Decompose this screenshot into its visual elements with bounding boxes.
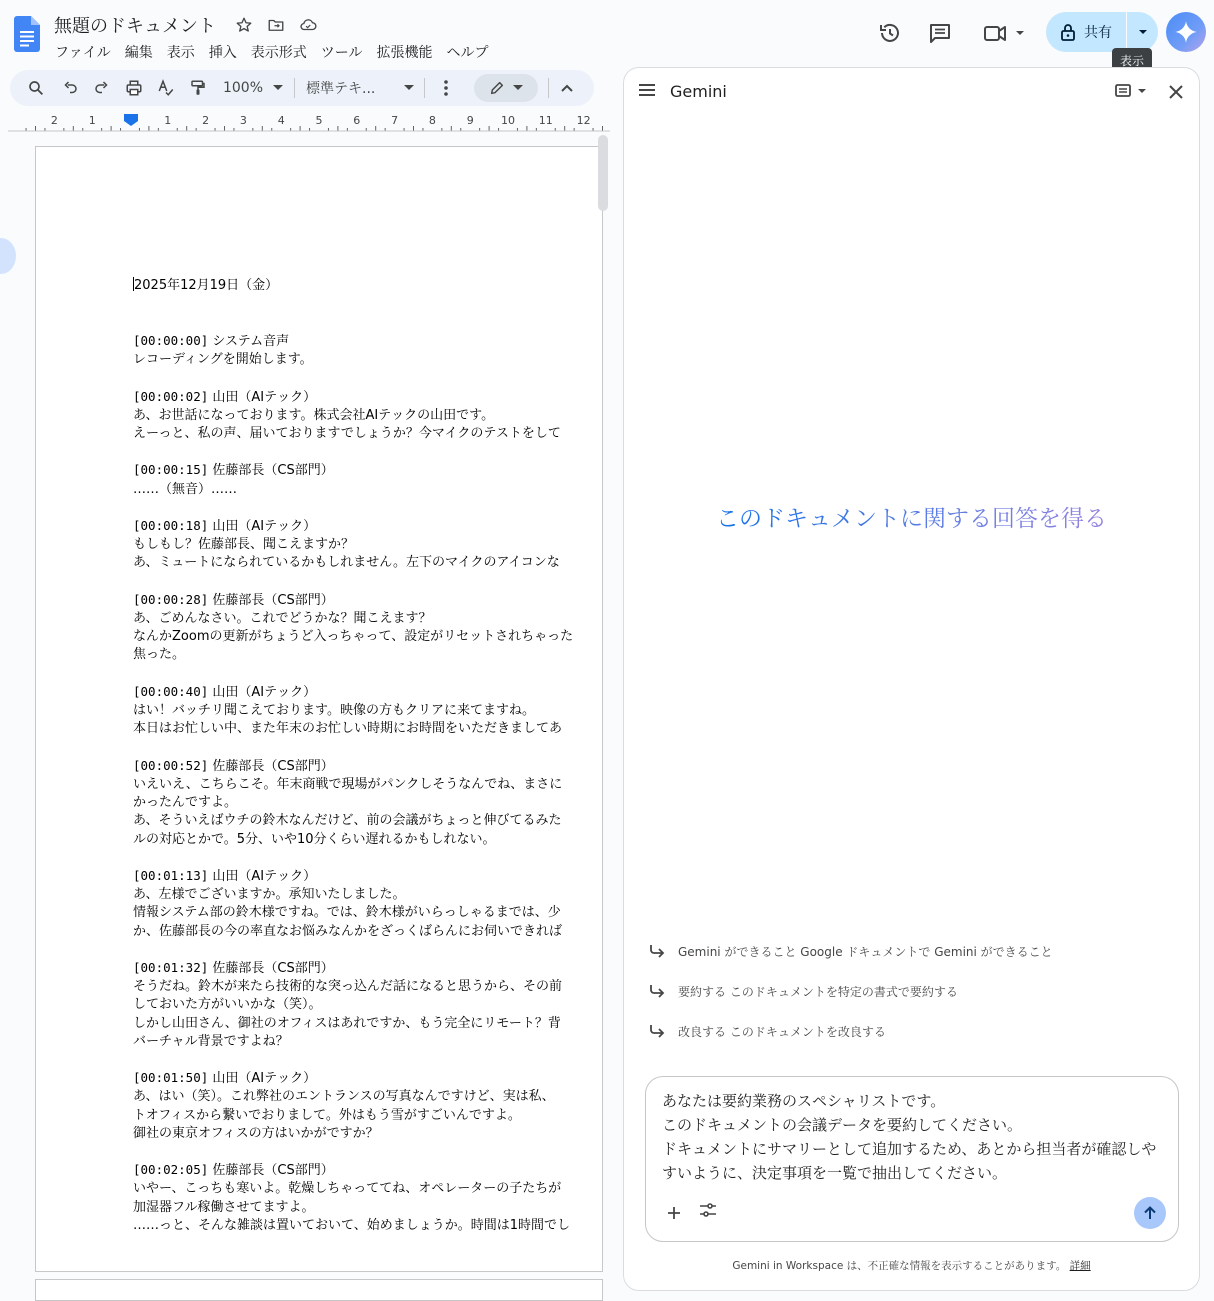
panel-view-menu[interactable] (1114, 82, 1150, 102)
timestamp: [00:00:52] (133, 757, 209, 773)
close-icon[interactable] (1164, 80, 1188, 104)
utterance-line: いえいえ、こちらこそ。年末商戦で現場がパンクしそうなんでね、まさに (133, 776, 563, 792)
blank-line (133, 499, 603, 517)
utterance-line: 焦った。 (133, 647, 186, 663)
ruler-label: 1 (164, 114, 172, 127)
star-icon[interactable] (233, 14, 255, 36)
utterance-line: あ、左様でございますか。承知いたしました。 (133, 887, 406, 903)
speaker-name: 佐藤部長（CS部門） (212, 1163, 334, 1179)
ruler[interactable] (8, 112, 610, 132)
reply-arrow-icon (648, 983, 666, 999)
utterance-line: もしもし？佐藤部長、聞こえますか？ (133, 537, 355, 553)
speaker-line (133, 683, 603, 702)
history-icon[interactable] (874, 18, 906, 48)
utterance-line: あ、ミュートになられているかもしれません。左下のマイクのアイコンな (133, 555, 560, 571)
timestamp: [00:00:40] (133, 683, 209, 699)
menu-format[interactable]: 表示形式 (250, 45, 307, 61)
plus-icon[interactable] (662, 1201, 686, 1225)
ruler-label: 10 (501, 114, 515, 127)
utterance-line: かったんですよ。 (133, 795, 238, 811)
search-icon[interactable] (24, 70, 48, 106)
next-page (35, 1279, 603, 1301)
speaker-line (133, 757, 603, 776)
reply-arrow-icon (648, 1023, 666, 1039)
gemini-button[interactable] (1166, 12, 1206, 52)
gemini-spark-icon (1173, 19, 1199, 45)
reply-arrow-icon (648, 943, 666, 959)
panel-title: Gemini (670, 82, 727, 101)
indent-marker[interactable] (124, 116, 138, 126)
blank-line (133, 738, 603, 756)
blank-line (133, 849, 603, 867)
utterance-line: あ、お世話になっております。株式会社AIテックの山田です。 (133, 407, 495, 423)
utterance-line: あ、そういえばウチの鈴木なんだけど、前の会議がちょっと伸びてるみた (133, 813, 562, 829)
spellcheck-icon[interactable] (154, 70, 178, 106)
tooltip: 表示 (1112, 48, 1152, 72)
blank-line (133, 443, 603, 461)
timestamp: [00:00:02] (133, 388, 209, 404)
zoom-value: 100% (222, 80, 264, 96)
utterance-line: トオフィスから繋いでおりまして。外はもう雪がすごいんですよ。 (133, 1107, 521, 1123)
menu-tools[interactable]: ツール (320, 45, 363, 61)
lock-icon (1060, 23, 1076, 41)
send-button[interactable] (1134, 1197, 1166, 1229)
ruler-label: 2 (202, 114, 210, 127)
speaker-line (133, 332, 603, 351)
timestamp: [00:00:15] (133, 462, 209, 478)
ruler-label: 4 (277, 114, 285, 127)
ruler-label: 11 (538, 114, 553, 127)
utterance-line: 加湿器フル稼働させてますよ。 (133, 1199, 315, 1215)
blank-line (133, 1143, 603, 1161)
learn-more-link[interactable]: 詳細 (1069, 1260, 1091, 1272)
blank-line (133, 665, 603, 683)
timestamp: [00:01:32] (133, 959, 209, 975)
suggestion-improve[interactable]: 改良する このドキュメントを改良する (648, 1020, 886, 1042)
date-line: 2025年12月19日（金） (134, 278, 279, 294)
blank-line (133, 573, 603, 591)
share-main[interactable] (1046, 12, 1126, 52)
disclaimer: Gemini in Workspace は、不正確な情報を表示することがあります。 詳細 (732, 1260, 1091, 1272)
blank-line (133, 1051, 603, 1069)
utterance-line: あ、はい（笑）。これ弊社のエントランスの写真なんですけど、実は私、 (133, 1089, 555, 1105)
menu-view[interactable]: 表示 (166, 45, 195, 61)
speaker-line (133, 591, 603, 610)
redo-icon[interactable] (90, 70, 114, 106)
utterance-line: レコーディングを開始します。 (133, 352, 313, 368)
blank-line (133, 941, 603, 959)
outline-tab[interactable] (0, 238, 16, 274)
meet-icon[interactable] (980, 18, 1028, 48)
paint-format-icon[interactable] (186, 70, 210, 106)
chevron-down-icon (513, 85, 523, 91)
speaker-line (133, 461, 603, 480)
speaker-name: 佐藤部長（CS部門） (212, 960, 334, 976)
suggestion-capabilities[interactable]: Gemini ができること Google ドキュメントで Gemini ができること (648, 940, 1053, 962)
speaker-line (133, 867, 603, 886)
document-title[interactable]: 無題のドキュメント (54, 16, 216, 37)
document-body[interactable] (133, 241, 603, 1271)
menu-edit[interactable]: 編集 (124, 45, 153, 61)
edit-mode-button[interactable] (474, 74, 538, 102)
print-icon[interactable] (122, 70, 146, 106)
ruler-label: 1 (88, 114, 96, 127)
menu-help[interactable]: ヘルプ (446, 45, 489, 61)
ruler-label: 2 (50, 114, 58, 127)
gemini-hero-text: このドキュメントに関する回答を得る (624, 500, 1199, 533)
speaker-line (133, 517, 603, 536)
utterance-line: 御社の東京オフィスの方はいかがですか？ (133, 1125, 379, 1141)
send-icon (1142, 1205, 1158, 1221)
utterance-line: ルの対応とかで。5分、いや10分くらい遅れるかもしれない。 (133, 831, 496, 847)
speaker-name: 山田（AIテック） (212, 519, 317, 535)
ruler-label: 8 (428, 114, 436, 127)
speaker-name: 佐藤部長（CS部門） (212, 592, 334, 608)
chevron-down-icon (1137, 28, 1149, 36)
speaker-name: 山田（AIテック） (212, 868, 317, 884)
utterance-line: か、佐藤部長の今の率直なお悩みなんかをざっくばらんにお伺いできれば (133, 923, 563, 939)
share-button[interactable] (1046, 12, 1158, 52)
share-dropdown-button[interactable] (1127, 12, 1158, 52)
timestamp: [00:01:13] (133, 867, 209, 883)
timestamp: [00:01:50] (133, 1070, 209, 1086)
utterance-line: いやー、こっちも寒いよ。乾燥しちゃっててね、オペレーターの子たちが (133, 1181, 562, 1197)
prompt-text[interactable]: あなたは要約業務のスペシャリストです。 このドキュメントの会議データを要約してください。 ドキュメントにサマリーとして追加するため、あとから担当者が確認しやすいように、決定事項を一覧で抽出してください。 (662, 1092, 1157, 1182)
chevron-down-icon (404, 85, 414, 91)
utterance-line: バーチャル背景ですよね？ (133, 1033, 289, 1049)
edit-mode-icon (489, 80, 505, 96)
speaker-line (133, 1069, 603, 1088)
speaker-name: 山田（AIテック） (212, 389, 317, 405)
speaker-name: 山田（AIテック） (212, 684, 317, 700)
utterance-line: あ、ごめんなさい。これでどうかな？聞こえます？ (133, 611, 432, 627)
share-label: 共有 (1084, 25, 1112, 41)
more-icon[interactable] (436, 70, 456, 106)
view-icon (1114, 82, 1150, 100)
speaker-line (133, 388, 603, 407)
style-value: 標準テキ... (306, 81, 376, 97)
docs-logo-icon[interactable] (14, 16, 40, 52)
timestamp: [00:00:00] (133, 333, 209, 349)
undo-icon[interactable] (58, 70, 82, 106)
speaker-name: システム音声 (212, 334, 290, 350)
menu-extensions[interactable]: 拡張機能 (376, 45, 433, 61)
chevron-down-icon (273, 85, 283, 91)
menu-bar (48, 40, 495, 64)
utterance-line: しておいた方がいいかな（笑）。 (133, 997, 322, 1013)
speaker-name: 佐藤部長（CS部門） (212, 463, 334, 479)
timestamp: [00:00:18] (133, 518, 209, 534)
ruler-label: 6 (353, 114, 361, 127)
ruler-label: 9 (466, 114, 474, 127)
hamburger-icon[interactable] (638, 82, 660, 102)
zoom-select[interactable] (220, 70, 286, 106)
collapse-icon[interactable] (558, 70, 576, 106)
suggestion-summarize[interactable]: 要約する このドキュメントを特定の書式で要約する (648, 980, 958, 1002)
move-folder-icon[interactable] (265, 14, 287, 36)
utterance-line: ……っと、そんな雑談は置いておいて、始めましょうか。時間は1時間でし (133, 1217, 571, 1233)
comment-icon[interactable] (924, 18, 956, 48)
style-select[interactable] (306, 70, 414, 106)
utterance-line: えーっと、私の声、届いておりますでしょうか？今マイクのテストをして (133, 426, 561, 442)
menu-insert[interactable]: 挿入 (208, 45, 237, 61)
blank-line (133, 369, 603, 387)
ruler-label: 12 (576, 114, 591, 127)
speaker-name: 佐藤部長（CS部門） (212, 758, 334, 774)
gemini-panel (623, 67, 1200, 1291)
utterance-line: ……（無音）…… (133, 481, 238, 497)
ruler-label: 3 (239, 114, 247, 127)
cloud-status-icon[interactable] (297, 14, 319, 36)
utterance-line: なんかZoomの更新がちょうど入っちゃって、設定がリセットされちゃった (133, 629, 574, 645)
ruler-label: 7 (391, 114, 399, 127)
prompt-input[interactable] (645, 1076, 1179, 1242)
document-page[interactable] (35, 146, 603, 1272)
scrollbar[interactable] (598, 135, 608, 211)
tune-icon[interactable] (698, 1201, 722, 1225)
speaker-name: 山田（AIテック） (212, 1071, 317, 1087)
timestamp: [00:02:05] (133, 1162, 209, 1178)
utterance-line: はい！バッチリ聞こえております。映像の方もクリアに来てますね。 (133, 703, 535, 719)
speaker-line (133, 1161, 603, 1180)
utterance-line: 情報システム部の鈴木様ですね。では、鈴木様がいらっしゃるまでは、少 (133, 905, 561, 921)
utterance-line: そうだね。鈴木が来たら技術的な突っ込んだ話になると思うから、その前 (133, 979, 563, 995)
timestamp: [00:00:28] (133, 591, 209, 607)
speaker-line (133, 959, 603, 978)
toolbar (10, 70, 594, 106)
utterance-line: しかし山田さん、御社のオフィスはあれですか、もう完全にリモート？背 (133, 1015, 561, 1031)
ruler-label: 5 (315, 114, 323, 127)
utterance-line: 本日はお忙しい中、また年末のお忙しい時期にお時間をいただきましてあ (133, 721, 563, 737)
menu-file[interactable]: ファイル (55, 45, 111, 61)
